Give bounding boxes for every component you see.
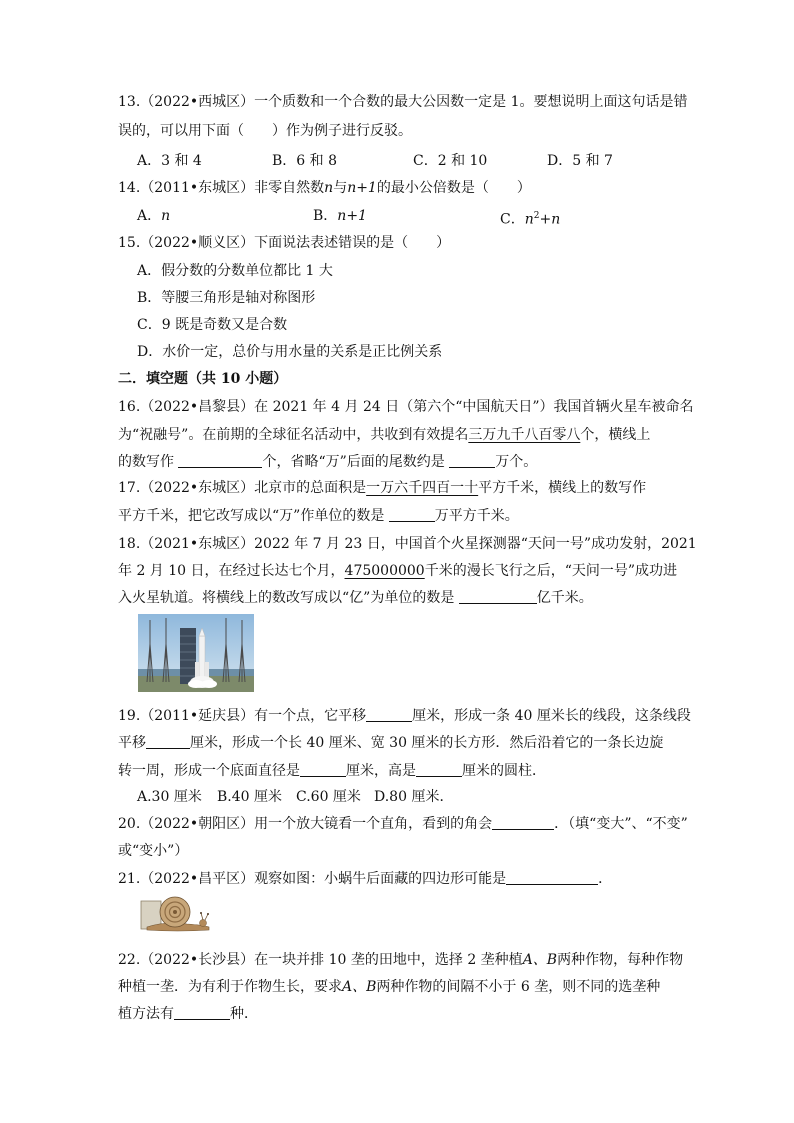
q19-option-b: B.40 厘米 — [217, 789, 283, 805]
q19-option-d: D.80 厘米． — [374, 789, 454, 805]
q22-line2-tail: 两种作物的间隔不小于 6 垄，则不同的选垄种 — [376, 979, 661, 995]
q17-line1 — [118, 478, 646, 498]
q14-mid: 与 — [333, 180, 348, 196]
q14-option-a — [137, 206, 170, 226]
q19-option-c: C.60 厘米 — [296, 789, 361, 805]
q13-option-d: D．5 和 7 — [547, 153, 613, 169]
snail-photo — [137, 891, 213, 933]
q19-line2 — [118, 733, 663, 753]
q14-option-c-tail: +n — [539, 211, 561, 228]
q13-option-a: A．3 和 4 — [137, 153, 202, 169]
q21-line — [118, 869, 612, 889]
q16-line2 — [118, 425, 650, 445]
q16-line2-text: 为“祝融号”。在前期的全球征名活动中，共收到有效提名 — [118, 427, 469, 443]
q14-option-c — [500, 206, 560, 230]
q14-option-a-value: n — [161, 208, 171, 224]
q14-var-n: n — [324, 180, 334, 196]
q14-var-n-plus-1: n+1 — [347, 180, 377, 196]
q22-line3 — [118, 1004, 258, 1024]
q15-option-c: C．9 既是奇数又是合数 — [137, 317, 288, 333]
q19-line1-text: 19.（2011•延庆县）有一个点，它平移 — [118, 708, 367, 724]
q19-line1 — [118, 706, 691, 726]
q13-line1: 13.（2022•西城区）一个质数和一个合数的最大公因数一定是 1。要想说明上面这句话是错 — [118, 94, 688, 110]
q13-option-b: B．6 和 8 — [272, 153, 338, 169]
q22-line1-tail: 两种作物，每种作物 — [557, 952, 684, 968]
q17-line2 — [118, 506, 519, 526]
q14-option-b-value: n+1 — [337, 208, 367, 224]
q14-option-c-exponent: 2 — [533, 211, 540, 221]
q15-stem: 15.（2022•顺义区）下面说法表述错误的是（ ） — [118, 235, 451, 251]
section-title-fill-blank: 二．填空题（共 10 小题） — [118, 371, 288, 387]
q17-line2-text: 平方千米，把它改写成以“万”作单位的数是 — [118, 508, 389, 524]
q16-underlined-number: 三万九千八百零八 — [468, 427, 581, 443]
q18-underlined-number: 475000000 — [344, 563, 425, 579]
q18-line1: 18.（2021•东城区）2022 年 7 月 23 日，中国首个火星探测器“天问一号”成功发射，2021 — [118, 536, 697, 552]
q17-line1-text: 17.（2022•东城区）北京市的总面积是 — [118, 480, 367, 496]
q18-line3-tail: 亿千米。 — [536, 590, 593, 606]
q20-line2: 或“变小”） — [118, 843, 189, 859]
q18-line3-text: 入火星轨道。将横线上的数改写成以“亿”为单位的数是 — [118, 590, 459, 606]
q19-answer-blank-1[interactable] — [366, 707, 412, 722]
q21-answer-blank[interactable] — [506, 870, 598, 885]
q14-prefix: 14.（2011•东城区）非零自然数 — [118, 180, 325, 196]
q18-answer-blank[interactable] — [459, 589, 537, 604]
q16-line3-text: 的数写作 — [118, 454, 179, 470]
q18-line2 — [118, 561, 677, 581]
q19-line3-mid: 厘米，高是 — [346, 763, 416, 779]
q19-line2-tail: 厘米，形成一个长 40 厘米、宽 30 厘米的长方形．然后沿着它的一条长边旋 — [190, 735, 664, 751]
q16-answer-blank-2[interactable] — [449, 453, 495, 468]
q18-line2-text: 年 2 月 10 日，在经过长达七个月， — [118, 563, 345, 579]
q22-line1-text: 22.（2022•长沙县）在一块并排 10 垄的田地中，选择 2 垄种植 — [118, 952, 523, 968]
q16-answer-blank-1[interactable] — [178, 453, 262, 468]
q20-answer-blank[interactable] — [492, 815, 554, 830]
q19-line2-text: 平移 — [118, 735, 146, 751]
q17-answer-blank[interactable] — [389, 507, 435, 522]
q19-answer-blank-3[interactable] — [300, 762, 346, 777]
q14-option-c-label: C． — [500, 211, 525, 228]
q19-answer-blank-4[interactable] — [416, 762, 462, 777]
q19-line3 — [118, 761, 546, 781]
q14-option-b — [313, 206, 367, 226]
q13-line2: 误的，可以用下面（ ）作为例子进行反驳。 — [118, 123, 412, 139]
q14-option-c-base: n — [524, 211, 534, 228]
q22-line2-text: 种植一垄．为有利于作物生长，要求 — [118, 979, 342, 995]
q19-line1-tail: 厘米，形成一条 40 厘米长的线段，这条线段 — [412, 708, 691, 724]
rocket-launch-photo — [138, 614, 254, 692]
q17-underlined-number: 一万六千四百一十 — [366, 480, 479, 496]
q16-line1: 16.（2022•昌黎县）在 2021 年 4 月 24 日（第六个“中国航天日”）我国首辆火星车被命名 — [118, 399, 694, 415]
q19-answer-blank-2[interactable] — [146, 734, 190, 749]
q14-option-b-label: B． — [313, 208, 338, 224]
q22-line3-text: 植方法有 — [118, 1006, 174, 1022]
q18-line3 — [118, 588, 593, 608]
q17-line2-tail: 万平方千米。 — [434, 508, 519, 524]
q13-option-c: C．2 和 10 — [413, 153, 488, 169]
q20-line1-text: 20.（2022•朝阳区）用一个放大镜看一个直角，看到的角会 — [118, 816, 493, 832]
q17-line1-tail: 平方千米，横线上的数写作 — [478, 480, 647, 496]
q22-line2 — [118, 977, 660, 997]
q15-option-a: A．假分数的分数单位都比 1 大 — [137, 263, 333, 279]
q19-line3-text: 转一周，形成一个底面直径是 — [118, 763, 300, 779]
q14-stem — [118, 178, 531, 198]
q16-line3-mid: 个，省略“万”后面的尾数约是 — [262, 454, 450, 470]
q16-line2-tail: 个，横线上 — [580, 427, 651, 443]
q22-line1 — [118, 950, 683, 970]
q16-line3-tail: 万个。 — [495, 454, 538, 470]
q14-option-a-label: A． — [137, 208, 162, 224]
q15-option-d: D．水价一定，总价与用水量的关系是正比例关系 — [137, 344, 443, 360]
q22-crops-ab-1: A、B — [522, 952, 558, 968]
q22-crops-ab-2: A、B — [342, 979, 377, 995]
q19-option-a: A.30 厘米 — [137, 789, 202, 805]
q22-answer-blank[interactable] — [174, 1005, 230, 1020]
q15-option-b: B．等腰三角形是轴对称图形 — [137, 290, 316, 306]
q18-line2-tail: 千米的漫长飞行之后，“天问一号”成功进 — [424, 563, 678, 579]
q16-line3 — [118, 452, 537, 472]
q21-tail: ． — [598, 871, 613, 887]
q20-line1-tail: ．（填“变大”、“不变” — [554, 816, 688, 832]
q22-line3-tail: 种． — [230, 1006, 258, 1022]
q20-line1 — [118, 814, 688, 834]
q14-suffix: 的最小公倍数是（ ） — [376, 180, 531, 196]
q19-line3-tail: 厘米的圆柱． — [462, 763, 546, 779]
q21-text: 21.（2022•昌平区）观察如图：小蜗牛后面藏的四边形可能是 — [118, 871, 507, 887]
